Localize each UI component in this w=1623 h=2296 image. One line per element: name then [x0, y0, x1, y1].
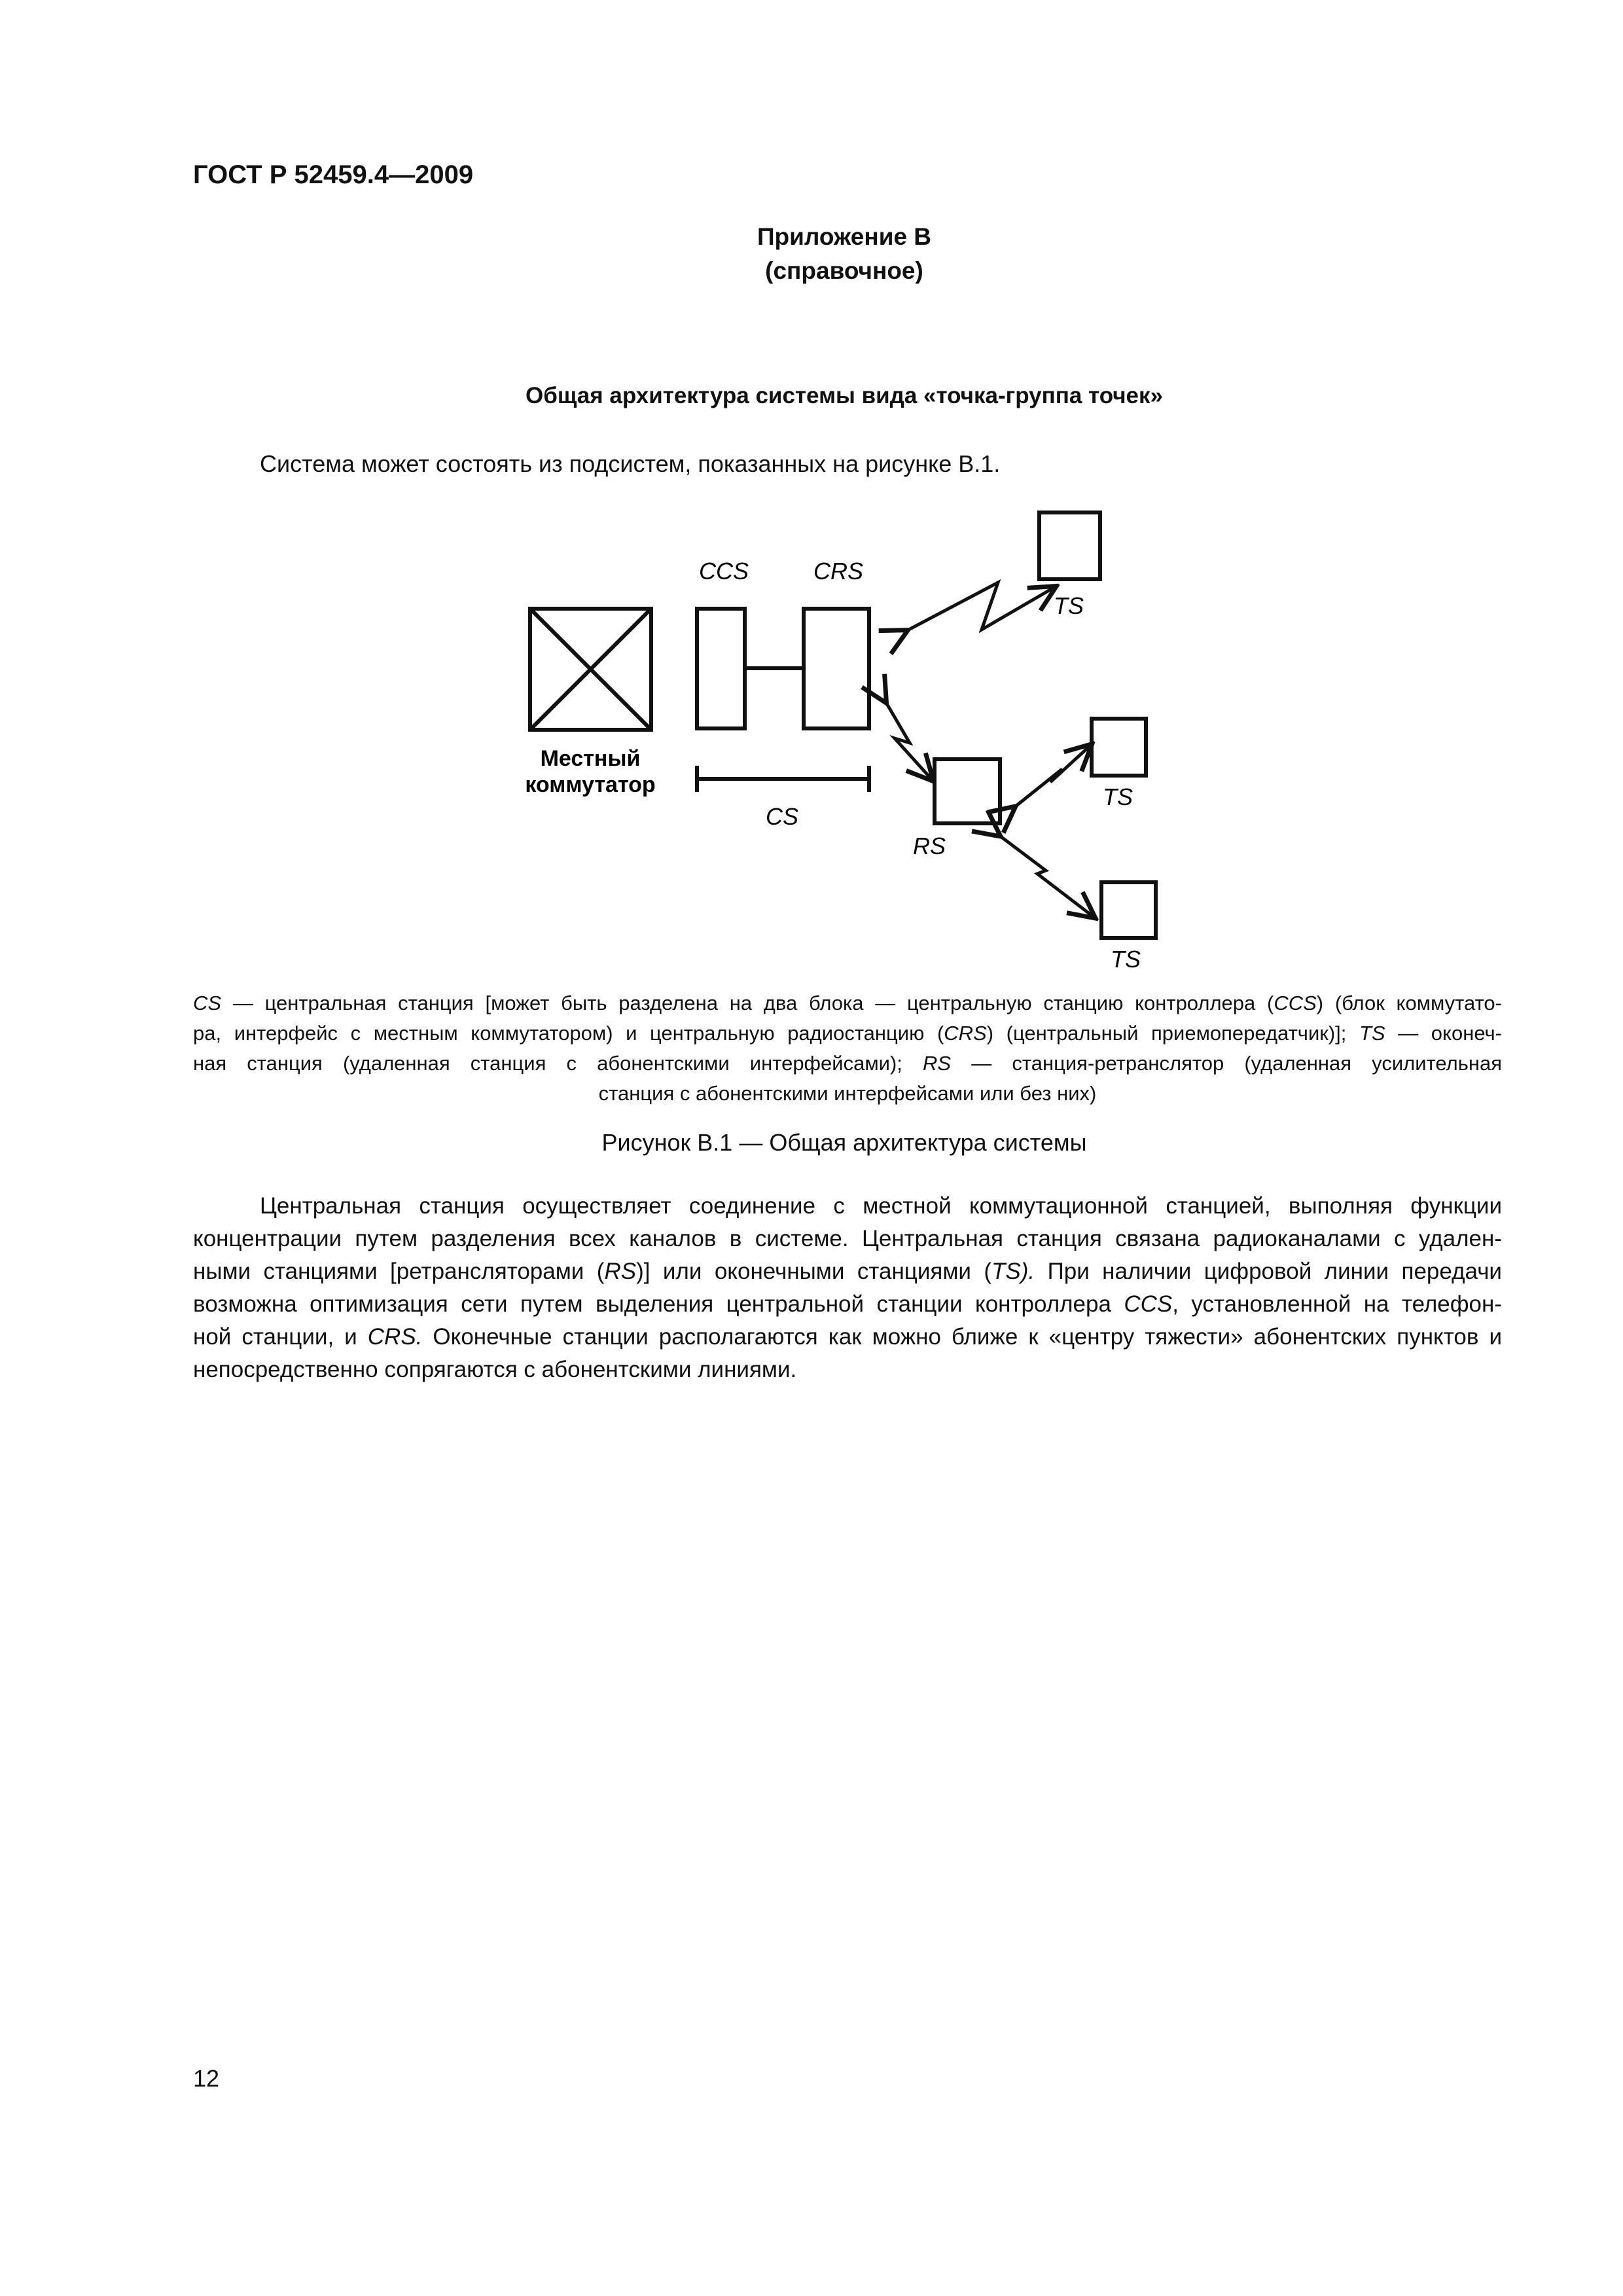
architecture-diagram — [0, 0, 1623, 982]
cs-span-bar — [697, 766, 869, 792]
crs-box — [804, 609, 869, 728]
rs-label: RS — [913, 833, 946, 859]
radio-link-crs-ts-top — [905, 583, 1054, 632]
legend-line: CS — центральная станция [может быть разделена на два блока — центральную станцию контроллера (CCS) (блок коммутато- — [193, 992, 1502, 1014]
intro-paragraph: Система может состоять из подсистем, показанных на рисунке В.1. — [260, 450, 1001, 477]
switch-label-line1: Местный — [540, 746, 641, 771]
ts-label-top: TS — [1054, 592, 1084, 619]
body-line: ными станциями [ретрансляторами (RS)] или оконечными станциями (TS). При наличии цифровой линии передачи — [193, 1259, 1502, 1284]
radio-link-rs-ts-middle — [1013, 746, 1090, 808]
ts-label-bottom: TS — [1111, 946, 1141, 973]
ccs-label: CCS — [699, 558, 749, 584]
legend-line: станция с абонентскими интерфейсами или без них) — [598, 1082, 1097, 1105]
appendix-type: (справочное) — [765, 257, 923, 284]
rs-box — [935, 759, 1000, 823]
page-number: 12 — [193, 2065, 220, 2092]
local-switch-symbol — [530, 609, 651, 730]
body-line: непосредственно сопрягаются с абонентскими линиями. — [193, 1357, 797, 1382]
crs-label: CRS — [813, 558, 864, 584]
figure-legend — [193, 988, 1502, 1109]
body-paragraph — [193, 1190, 1502, 1386]
ccs-box — [697, 609, 745, 728]
legend-line: ная станция (удаленная станция с абонентскими интерфейсами); RS — станция-ретранслятор (удаленная усилительная — [193, 1052, 1502, 1075]
ts-label-middle: TS — [1103, 783, 1133, 810]
body-line: возможна оптимизация сети путем выделения центральной станции контроллера CCS, установленной на телефон- — [193, 1291, 1503, 1317]
switch-label-line2: коммутатор — [525, 772, 656, 797]
document-code: ГОСТ Р 52459.4—2009 — [193, 160, 474, 189]
radio-link-crs-rs — [885, 700, 931, 779]
body-line: концентрации путем разделения всех каналов в системе. Центральная станция связана радиоканалами с удален- — [193, 1226, 1502, 1251]
section-title: Общая архитектура системы вида «точка-группа точек» — [525, 383, 1164, 408]
ts-box-bottom — [1101, 882, 1156, 938]
body-line: Центральная станция осуществляет соединение с местной коммутационной станцией, выполняя функции — [260, 1193, 1502, 1219]
ts-box-middle — [1092, 719, 1146, 776]
cs-label: CS — [766, 803, 799, 830]
body-line: ной станции, и CRS. Оконечные станции располагаются как можно ближе к «центру тяжести» абонентских пунктов и — [193, 1324, 1503, 1350]
figure-caption: Рисунок В.1 — Общая архитектура системы — [601, 1129, 1087, 1156]
ts-box-top — [1039, 512, 1100, 579]
radio-link-rs-ts-bottom — [998, 834, 1093, 916]
appendix-title: Приложение В — [757, 223, 932, 250]
legend-line: ра, интерфейс с местным коммутатором) и центральную радиостанцию (CRS) (центральный приемопередатчик)]; TS — оконеч- — [193, 1022, 1503, 1045]
